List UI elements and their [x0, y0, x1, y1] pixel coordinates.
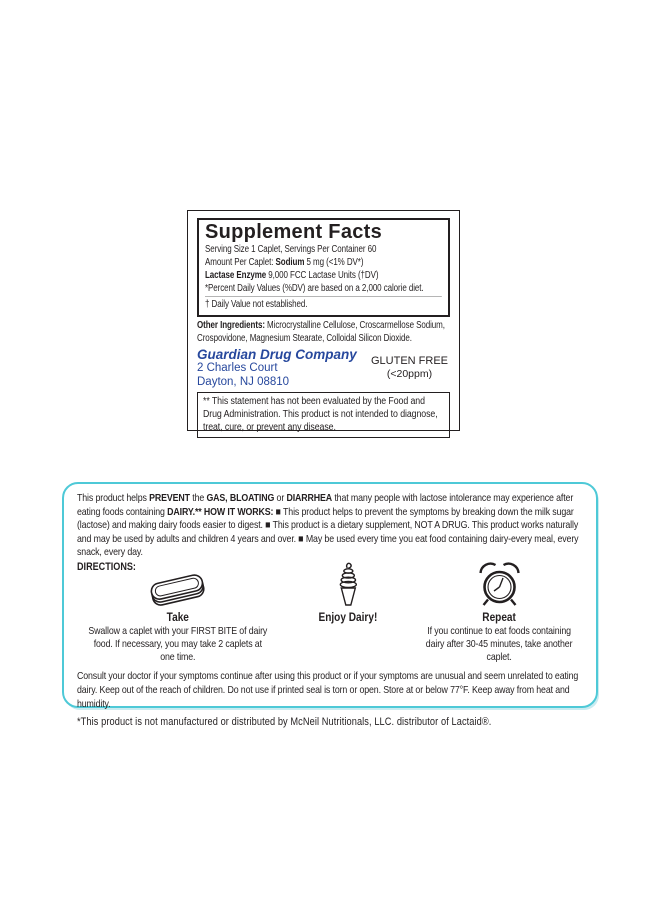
supplement-facts-panel	[187, 210, 460, 431]
take-instructions: Swallow a caplet with your FIRST BITE of dairy food. If necessary, you may take 2 caplets at one time.	[88, 624, 268, 663]
intro-how-it-works: DAIRY.** HOW IT WORKS:	[167, 505, 274, 518]
intro-seg: or	[274, 492, 287, 504]
enjoy-dairy-step	[279, 561, 418, 664]
supplement-facts-box	[197, 218, 450, 317]
intro-seg: ■ This product helps to prevent the symptoms by breaking down the milk sugar (lactose) and making dairy foods easier to digest. ■ This product is a dietary supplement, NOT A DRUG. This product works naturally and may be used by adults and children 4 years and over. ■ May be used every time you eat food containing dairy-every meal, every snack, every day.	[77, 505, 579, 559]
amount-per-caplet-label: Amount Per Caplet:	[205, 257, 276, 268]
enjoy-dairy-title: Enjoy Dairy!	[318, 609, 378, 624]
gluten-free-ppm: (<20ppm)	[386, 368, 433, 380]
sodium-name: Sodium	[275, 257, 305, 268]
company-address-line2: Dayton, NJ 08810	[197, 375, 290, 388]
supplement-facts-title: Supplement Facts	[205, 221, 383, 243]
intro-gas-bloating: GAS, BLOATING	[206, 492, 275, 504]
other-ingredients-label: Other Ingredients:	[197, 320, 265, 331]
usage-panel	[62, 482, 598, 728]
intro-seg: This product helps	[77, 492, 150, 504]
gluten-free-label: GLUTEN FREE	[370, 355, 448, 367]
directions-row	[77, 561, 585, 664]
alarm-clock-icon	[476, 561, 522, 608]
percent-dv-note: *Percent Daily Values (%DV) are based on a 2,000 calorie diet.	[205, 283, 424, 294]
lactase-value: 9,000 FCC Lactase Units (†DV)	[266, 270, 379, 281]
caplet-icon	[147, 574, 209, 608]
serving-size-line: Serving Size 1 Caplet, Servings Per Container 60	[205, 244, 377, 255]
fda-disclaimer-text: ** This statement has not been evaluated by the Food and Drug Administration. This product is not intended to diagnose, treat, cure, or prevent any disease.	[203, 396, 438, 433]
daily-value-note: † Daily Value not established.	[205, 296, 442, 311]
company-address-line1: 2 Charles Court	[197, 362, 278, 374]
lactaid-disclaimer: *This product is not manufactured or distributed by McNeil Nutritionals, LLC. distributor of Lactaid®.	[77, 715, 492, 728]
other-ingredients-list: Microcrystalline Cellulose, Croscarmellose Sodium, Crospovidone, Magnesium Stearate, Colloidal Silicon Dioxide.	[197, 320, 445, 344]
gluten-free-badge	[371, 354, 448, 389]
company-block	[197, 347, 357, 389]
take-title: Take	[166, 609, 189, 624]
take-step	[77, 561, 279, 664]
soft-serve-cone-icon	[335, 562, 361, 608]
lactase-name: Lactase Enzyme	[205, 270, 267, 281]
lactase-line	[205, 269, 442, 282]
sodium-value: 5 mg (<1% DV*)	[304, 257, 364, 268]
company-name: Guardian Drug Company	[197, 347, 357, 362]
consult-doctor-text: Consult your doctor if your symptoms continue after using this product or if your symptoms are unusual and seem unrelated to eating dairy. Keep out of the reach of children. Do not use if printed seal is torn or open. Store at or below 77°F. Keep away from heat and humidity.	[77, 669, 579, 710]
intro-diarrhea: DIARRHEA	[286, 492, 333, 504]
intro-paragraph	[77, 492, 585, 560]
intro-prevent: PREVENT	[149, 492, 190, 504]
other-ingredients	[197, 320, 450, 345]
sodium-line	[205, 256, 442, 269]
company-and-gluten-row	[197, 347, 450, 389]
intro-seg: that many people with lactose intolerance may experience after eating foods containing	[77, 492, 574, 518]
repeat-step	[417, 561, 581, 664]
intro-seg: the	[189, 492, 207, 504]
repeat-title: Repeat	[482, 609, 516, 624]
repeat-instructions: If you continue to eat foods containing dairy after 30-45 minutes, take another caplet.	[425, 624, 573, 663]
fda-disclaimer-box	[197, 392, 450, 438]
directions-label: DIRECTIONS:	[77, 560, 136, 573]
